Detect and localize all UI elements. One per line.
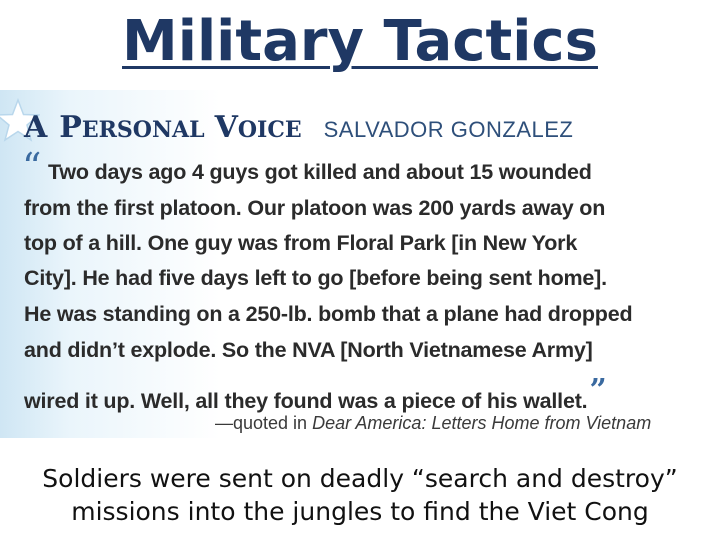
close-quote-mark: ” bbox=[589, 373, 607, 408]
quote-line: from the first platoon. Our platoon was 200 yards away on bbox=[24, 196, 606, 220]
quote-line: City]. He had five days left to go [before being sent home]. bbox=[24, 266, 607, 290]
quote-line: He was standing on a 250-lb. bomb that a plane had dropped bbox=[24, 302, 633, 326]
personal-voice-panel bbox=[0, 90, 720, 438]
page-title-text: Military Tactics bbox=[122, 9, 598, 74]
quote-line-text: wired it up. Well, all they found was a piece of his wallet. bbox=[24, 389, 588, 413]
quote-line: and didn’t explode. So the NVA [North Vietnamese Army] bbox=[24, 338, 593, 362]
personal-voice-header bbox=[24, 110, 573, 145]
page-title bbox=[0, 6, 720, 78]
quote-line: top of a hill. One guy was from Floral Park [in New York bbox=[24, 231, 578, 255]
quote-line: Two days ago 4 guys got killed and about 15 wounded bbox=[48, 160, 592, 184]
speaker-name: SALVADOR GONZALEZ bbox=[323, 117, 574, 142]
attribution-source: Dear America: Letters Home from Vietnam bbox=[312, 413, 652, 433]
attribution-prefix: —quoted in bbox=[215, 413, 313, 433]
open-quote-mark: “ bbox=[22, 145, 42, 189]
header-word-ersonal: ERSONAL bbox=[81, 117, 205, 143]
header-letter-a: A bbox=[24, 110, 48, 145]
header-word-oice: OICE bbox=[237, 117, 302, 143]
header-letter-v: V bbox=[214, 110, 238, 145]
caption bbox=[0, 462, 720, 528]
quote-line-last bbox=[24, 373, 607, 414]
caption-line: Soldiers were sent on deadly “search and destroy” bbox=[42, 464, 678, 493]
caption-line: missions into the jungles to find the Viet Cong bbox=[71, 497, 649, 526]
header-letter-p: P bbox=[59, 110, 82, 145]
attribution bbox=[215, 413, 651, 434]
